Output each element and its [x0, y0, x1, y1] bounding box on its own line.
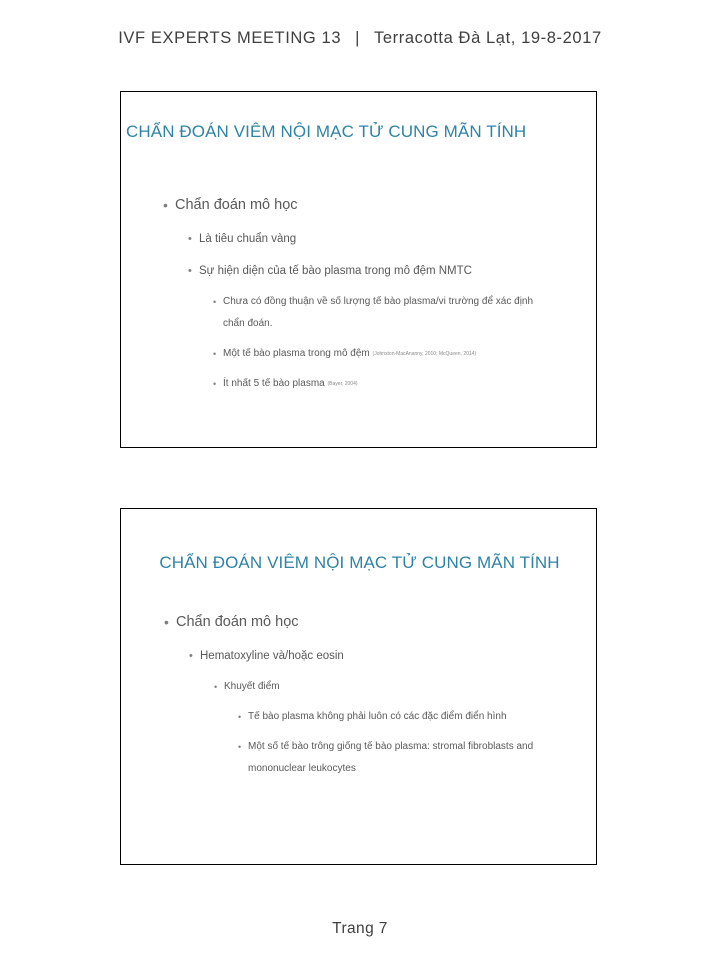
slide-2-lookalike-line2: mononuclear leukocytes: [248, 763, 356, 774]
slide-1-one-plasma-text: Một tế bào plasma trong mô đệm: [223, 348, 370, 359]
slide-1-no-consensus-line1: • Chưa có đồng thuận về số lượng tế bào plasma/vi trường để xác định: [223, 296, 534, 307]
slide-2-bullet-histology: • Chẩn đoán mô học: [176, 614, 299, 630]
slide-2-bullet-he-stain: • Hematoxyline và/hoặc eosin: [200, 650, 344, 662]
slide-1-bullet-five-plasma: [223, 373, 358, 395]
slide-1-one-plasma-citation: (Johnston-MacAnanny, 2010; McQueen, 2014): [372, 351, 477, 357]
venue-date: Terracotta Đà Lạt, 19-8-2017: [374, 29, 602, 47]
slide-2-bullet-lookalike-cells: [248, 736, 533, 780]
page-number: Trang 7: [332, 920, 388, 937]
slide-2-bullet-drawbacks: • Khuyết điểm: [224, 676, 280, 698]
slide-1-five-plasma-text: Ít nhất 5 tế bào plasma: [223, 378, 325, 389]
event-name: IVF EXPERTS MEETING 13: [118, 29, 342, 47]
slide-1-bullet-plasma-presence: • Sự hiện diện của tế bào plasma trong mô đệm NMTC: [199, 265, 472, 277]
slide-1-no-consensus-line2: chẩn đoán.: [223, 318, 273, 329]
slide-1-title: CHẨN ĐOÁN VIÊM NỘI MẠC TỬ CUNG MÃN TÍNH: [126, 122, 527, 141]
slide-2-lookalike-line1: • Một số tế bào trông giống tế bào plasma: stromal fibroblasts and: [248, 741, 534, 752]
header-separator: |: [355, 29, 360, 47]
slide-1: [120, 91, 597, 448]
slide-1-bullet-one-plasma: [223, 343, 476, 365]
slide-2: [120, 508, 597, 865]
slide-1-bullet-gold-standard: • Là tiêu chuẩn vàng: [199, 233, 296, 245]
page-header: [0, 29, 720, 48]
slide-1-bullet-histology: • Chẩn đoán mô học: [175, 197, 298, 213]
slide-2-bullet-atypical-plasma: • Tế bào plasma không phải luôn có các đặc điểm điển hình: [248, 706, 507, 728]
slide-2-title: CHẨN ĐOÁN VIÊM NỘI MẠC TỬ CUNG MÃN TÍNH: [159, 553, 560, 572]
slide-1-bullet-no-consensus: [223, 291, 533, 335]
slide-1-five-plasma-citation: (Bayer, 2004): [327, 381, 358, 387]
